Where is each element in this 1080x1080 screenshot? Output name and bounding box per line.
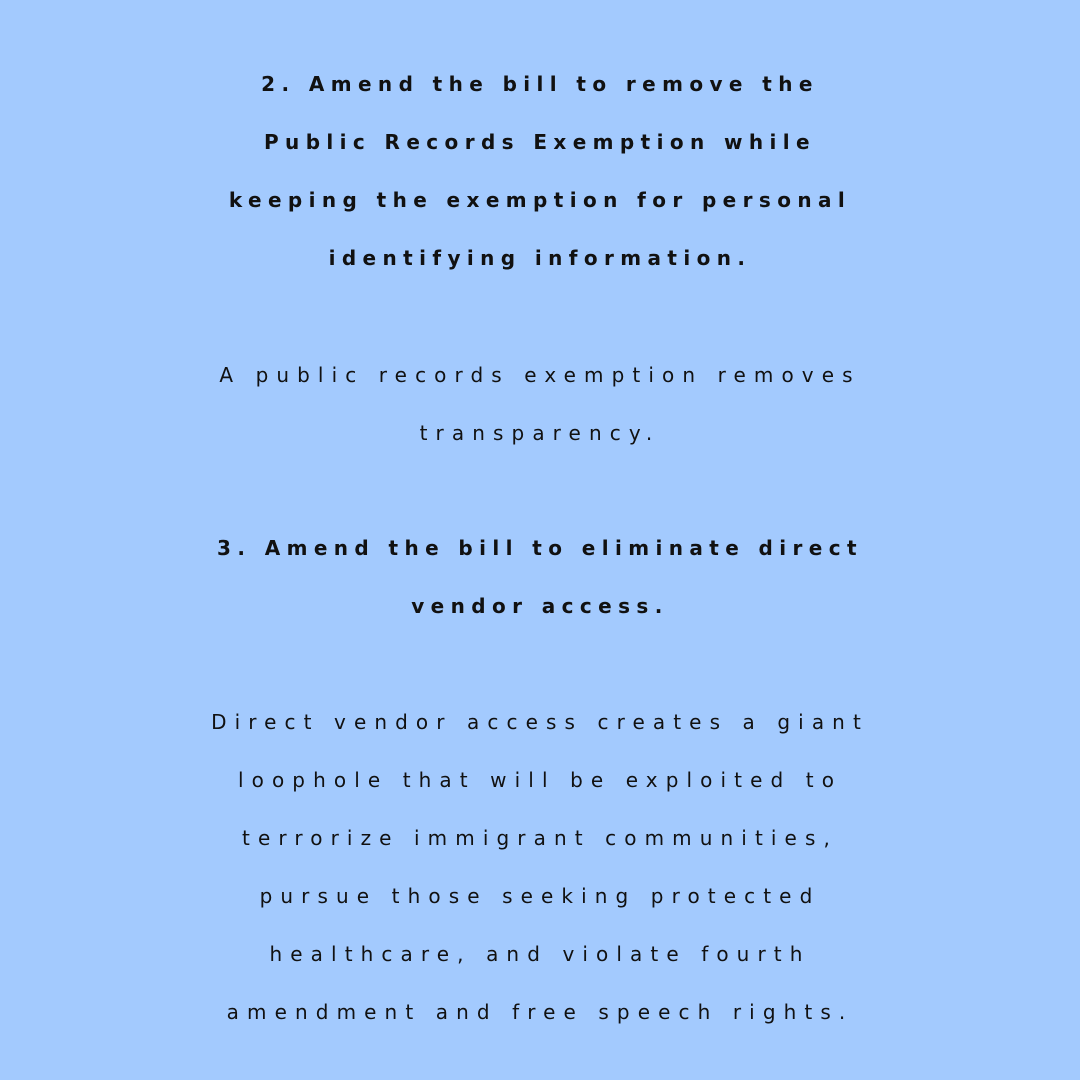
amendment-3-heading [0, 519, 1080, 635]
body-line: amendment and free speech rights. [226, 1000, 854, 1024]
body-line: pursue those seeking protected [259, 884, 821, 908]
heading-line: 3. Amend the bill to eliminate direct [217, 536, 863, 560]
heading-line: 2. Amend the bill to remove the [261, 72, 819, 96]
body-line: Direct vendor access creates a giant [211, 710, 869, 734]
amendment-2-explanation [0, 346, 1080, 462]
amendment-3-explanation [0, 693, 1080, 1041]
amendment-2-heading [0, 55, 1080, 287]
body-line: healthcare, and violate fourth [269, 942, 811, 966]
body-line: loophole that will be exploited to [237, 768, 843, 792]
body-line: transparency. [419, 421, 661, 445]
heading-line: vendor access. [411, 594, 669, 618]
body-line: A public records exemption removes [219, 363, 861, 387]
body-line: terrorize immigrant communities, [242, 826, 838, 850]
heading-line: identifying information. [328, 246, 752, 270]
heading-line: Public Records Exemption while [264, 130, 816, 154]
heading-line: keeping the exemption for personal [228, 188, 852, 212]
